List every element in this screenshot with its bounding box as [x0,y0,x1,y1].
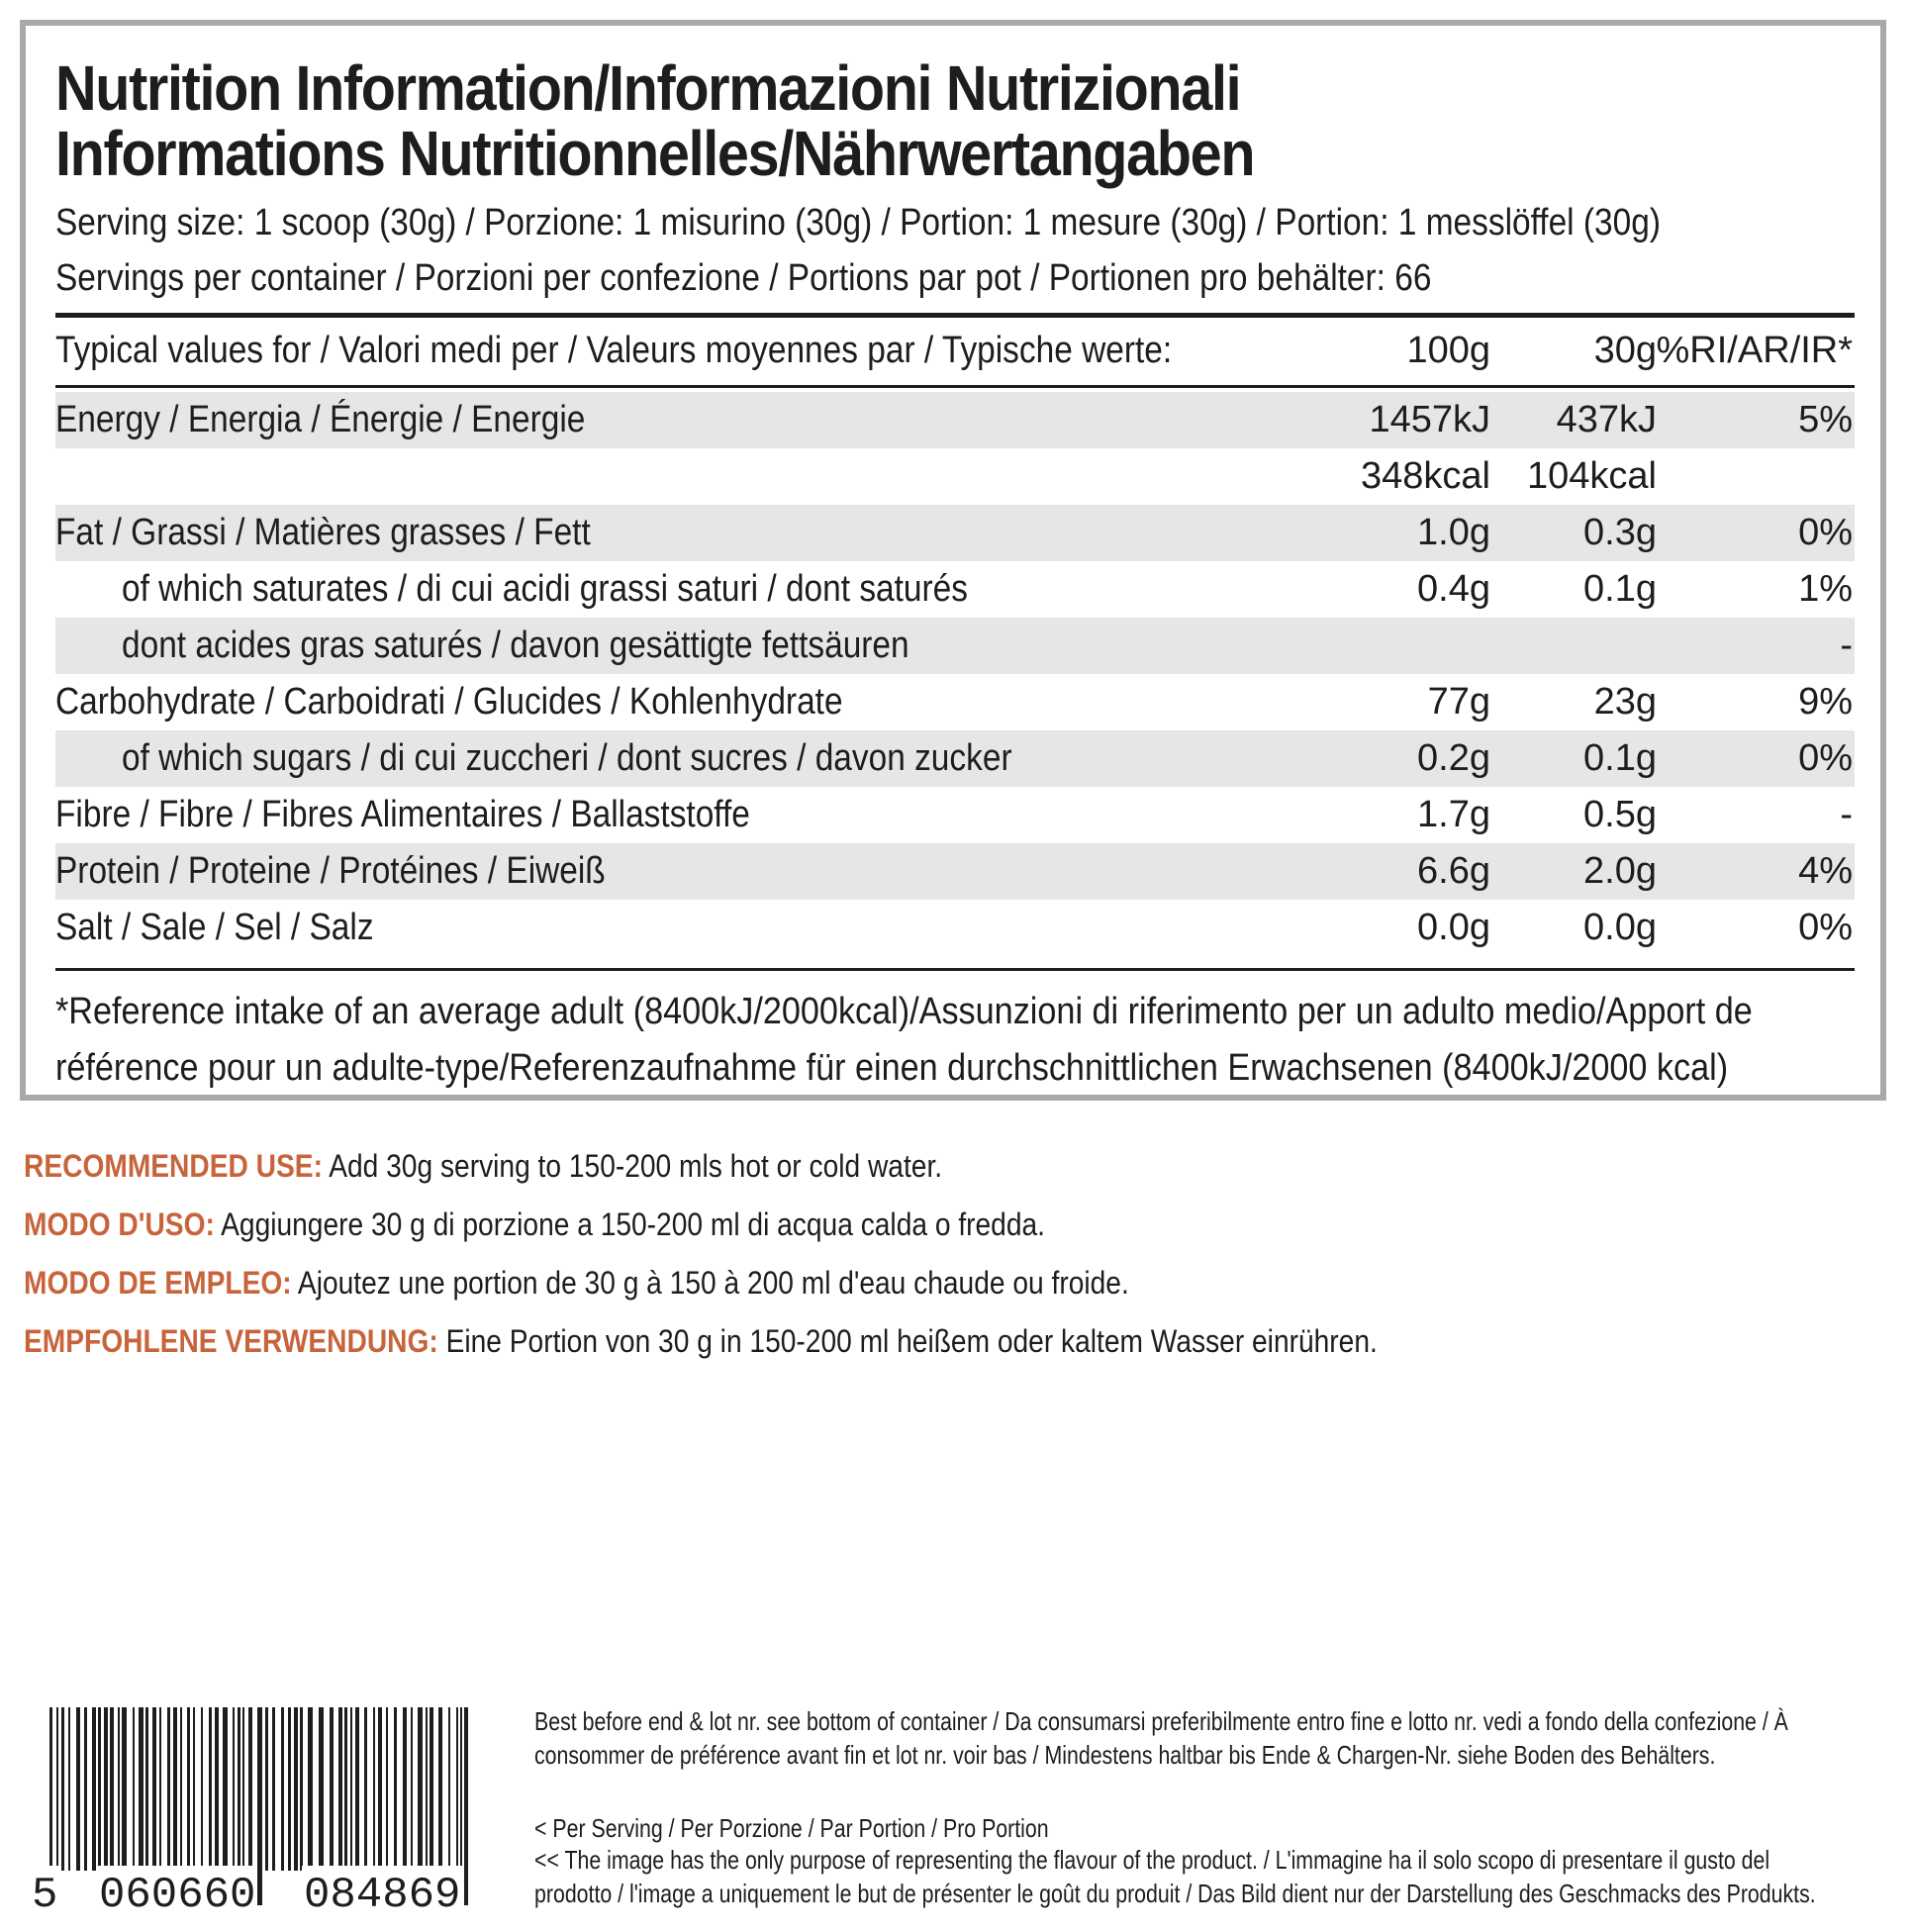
barcode-bar [61,1707,64,1871]
barcode-bar [308,1707,313,1871]
barcode-bar [92,1707,96,1871]
nutrient-label: Fat / Grassi / Matières grasses / Fett [55,512,591,553]
nutrient-label: Salt / Sale / Sel / Salz [55,907,374,948]
barcode-bar [448,1707,450,1871]
table-row [55,505,1855,561]
table-row [55,787,1855,843]
usage-text: Add 30g serving to 150-200 mls hot or cold water. [322,1148,943,1184]
best-before-line-2: consommer de préférence avant fin et lot nr. voir bas / Mindestens haltbar bis Ende & Chargen-Nr. siehe Boden des Behälters. [534,1740,1716,1770]
table-header [55,323,1855,379]
barcode-bar [265,1707,268,1871]
barcode-bar [355,1707,359,1871]
usage-line [24,1205,1045,1244]
barcode-bar [350,1707,352,1871]
barcode-bar [215,1707,219,1871]
table-row [55,392,1855,448]
barcode-bar [84,1707,87,1871]
best-before-line-1: Best before end & lot nr. see bottom of container / Da consumarsi preferibilmente entro fine e lotto nr. vedi a fondo della confezione / À [534,1706,1788,1736]
table-row [55,618,1855,674]
title-line-1: Nutrition Information/Informazioni Nutrizionali [55,52,1241,124]
barcode-bar [209,1707,212,1871]
barcode-bar [118,1707,120,1871]
barcode-bar [233,1707,235,1871]
barcode-bar [403,1707,407,1871]
barcode-bar [386,1707,388,1871]
value-ri: - [1840,794,1853,835]
value-30g: 23g [1593,681,1657,723]
servings-per-container: Servings per container / Porzioni per confezione / Portions par pot / Portionen pro behälter: 66 [55,257,1432,299]
value-100g: 6.6g [1417,850,1490,892]
value-100g: 1457kJ [1369,399,1490,440]
value-30g: 0.0g [1583,907,1657,948]
barcode-bar [98,1707,101,1871]
barcode-bar [167,1707,170,1871]
footnote-line-2: référence pour un adulte-type/Referenzaufnahme für einen durchschnittlichen Erwachsenen (8400kJ/2000 kcal) [55,1047,1729,1089]
nutrient-label: of which saturates / di cui acidi grassi saturi / dont saturés [122,568,968,610]
usage-key: RECOMMENDED USE: [24,1148,323,1184]
value-ri: 4% [1798,850,1853,892]
barcode-bar [193,1707,195,1871]
nutrient-label: Energy / Energia / Énergie / Energie [55,399,586,440]
usage-text: Ajoutez une portion de 30 g à 150 à 200 ml d'eau chaude ou froide. [291,1265,1129,1301]
barcode-bar [319,1707,324,1871]
value-100g: 1.7g [1417,794,1490,835]
value-ri: - [1840,625,1853,666]
value-30g: 0.5g [1583,794,1657,835]
barcode-bar [242,1707,244,1871]
barcode-bar [418,1707,423,1871]
value-100g: 1.0g [1417,512,1490,553]
barcode-bar [281,1707,284,1871]
barcode-bar [110,1707,114,1871]
barcode-bar [152,1707,156,1871]
value-100g: 348kcal [1361,455,1490,497]
barcode-bar [76,1707,80,1871]
nutrient-label: of which sugars / di cui zuccheri / dont sucres / davon zucker [122,737,1012,779]
barcode-bar [223,1707,228,1871]
usage-key: MODO D'USO: [24,1207,215,1242]
image-note-line-2: prodotto / l'image a uniquement le but de présenter le goût du produit / Das Bild dient nur der Darstellung des Geschmacks des Produkts. [534,1879,1816,1908]
barcode-bar [173,1707,177,1871]
table-top-rule [55,313,1855,318]
value-ri: 0% [1798,907,1853,948]
value-30g: 0.3g [1583,512,1657,553]
usage-key: EMPFOHLENE VERWENDUNG: [24,1323,438,1359]
value-ri: 0% [1798,512,1853,553]
value-ri: 9% [1798,681,1853,723]
value-30g: 437kJ [1556,399,1657,440]
barcode-bar [159,1707,161,1871]
barcode-bar [288,1707,291,1871]
table-row [55,448,1855,505]
value-100g: 0.4g [1417,568,1490,610]
footnote-line-1: *Reference intake of an average adult (8400kJ/2000kcal)/Assunzioni di riferimento per un adulto medio/Apport de [55,991,1753,1032]
barcode-bar [139,1707,143,1871]
value-100g: 0.0g [1417,907,1490,948]
barcode-bar [294,1707,298,1871]
barcode-digits-left: 060660 [97,1866,257,1925]
barcode-digits-right: 084869 [302,1866,462,1925]
usage-text: Aggiungere 30 g di porzione a 150-200 ml di acqua calda o fredda. [214,1207,1045,1242]
barcode-bar [133,1707,135,1871]
serving-size: Serving size: 1 scoop (30g) / Porzione: 1 misurino (30g) / Portion: 1 mesure (30g) / Portion: 1 messlöffel (30g) [55,202,1661,243]
barcode-bar [430,1707,433,1871]
value-100g: 77g [1427,681,1490,723]
value-30g: 0.1g [1583,737,1657,779]
value-30g: 2.0g [1583,850,1657,892]
barcode-digit-first: 5 [30,1866,59,1925]
table-row [55,843,1855,900]
barcode-bar [330,1707,334,1871]
nutrient-label: Protein / Proteine / Protéines / Eiweiß [55,850,606,892]
table-row [55,674,1855,730]
value-ri: 1% [1798,568,1853,610]
nutrient-label: dont acides gras saturés / davon gesättigte fettsäuren [122,625,909,666]
barcode-bar [122,1707,127,1871]
title-line-2: Informations Nutritionnelles/Nährwertangaben [55,118,1255,189]
barcode-bar [394,1707,397,1871]
barcode-bar [426,1707,428,1871]
usage-line [24,1146,942,1186]
barcode-bar [201,1707,203,1871]
table-row [55,561,1855,618]
per-serving-note: < Per Serving / Per Porzione / Par Portion / Pro Portion [534,1813,1049,1843]
value-100g: 0.2g [1417,737,1490,779]
table-bottom-rule [55,968,1855,971]
header-100g: 100g [1406,330,1490,371]
usage-text: Eine Portion von 30 g in 150-200 ml heißem oder kaltem Wasser einrühren. [437,1323,1378,1359]
usage-line [24,1321,1378,1361]
header-30g: 30g [1593,330,1657,371]
barcode-bar [272,1707,275,1871]
nutrient-label: Fibre / Fibre / Fibres Alimentaires / Ballaststoffe [55,794,750,835]
header-ri: %RI/AR/IR* [1656,330,1853,371]
table-row [55,900,1855,956]
barcode-bar [145,1707,148,1871]
barcode-bar [411,1707,413,1871]
image-note-line-1: << The image has the only purpose of representing the flavour of the product. / L'immagine ha il solo scopo di presentare il gusto del [534,1845,1770,1875]
usage-key: MODO DE EMPLEO: [24,1265,292,1301]
nutrient-label: Carbohydrate / Carboidrati / Glucides / Kohlenhydrate [55,681,843,723]
barcode-bar [300,1707,303,1871]
value-30g: 104kcal [1527,455,1657,497]
barcode-bar [344,1707,347,1871]
header-rule [55,385,1855,388]
usage-line [24,1263,1129,1303]
barcode-bar [68,1707,70,1871]
barcode-bar [338,1707,342,1871]
barcode-digits [30,1866,475,1925]
barcode-bar [238,1707,240,1871]
barcode-bar [104,1707,108,1871]
table-row [55,730,1855,787]
value-ri: 0% [1798,737,1853,779]
barcode-bar [378,1707,382,1871]
barcode-bar [438,1707,442,1871]
barcode-bar [364,1707,367,1871]
header-label: Typical values for / Valori medi per / Valeurs moyennes par / Typische werte: [55,330,1173,371]
value-30g: 0.1g [1583,568,1657,610]
barcode-bar [180,1707,182,1871]
nutrition-panel [20,20,1886,1101]
value-ri: 5% [1798,399,1853,440]
barcode-bar [373,1707,375,1871]
barcode-bar [187,1707,190,1871]
